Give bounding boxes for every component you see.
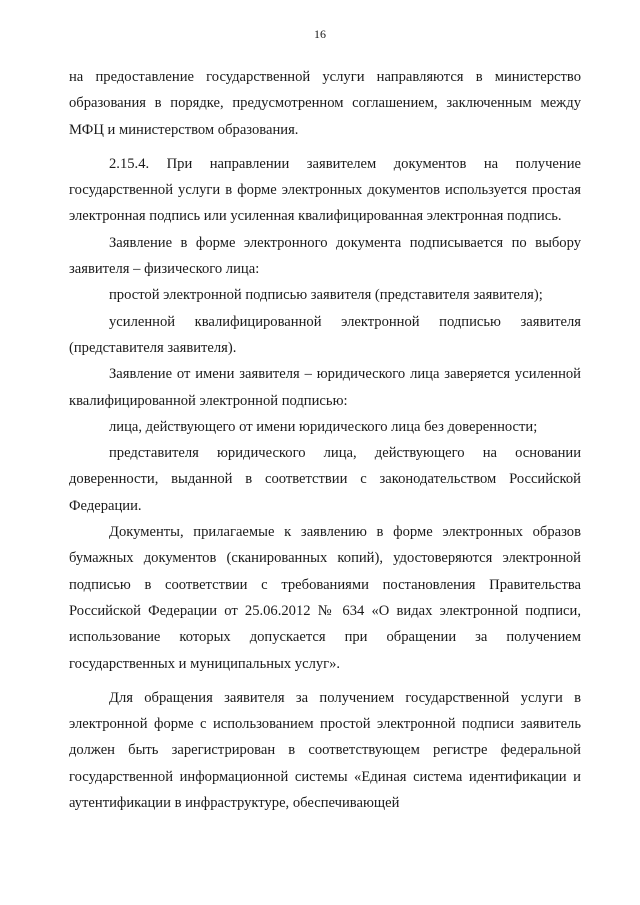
paragraph: усиленной квалифицированной электронной подписью заявителя (представителя заявителя). bbox=[69, 313, 581, 356]
paragraph: представителя юридического лица, действующего на основании доверенности, выданной в соответствии с законодательством Российской Федерации. bbox=[69, 445, 581, 514]
paragraph: на предоставление государственной услуги направляются в министерство образования в порядке, предусмотренном соглашением, заключенным между МФЦ и министерством образования. bbox=[69, 69, 581, 138]
paragraph: Для обращения заявителя за получением государственной услуги в электронной форме с использованием простой электронной подписи заявитель должен быть зарегистрирован в соответствующем регистре федеральной государственной информационной системы «Единая система идентификации и аутентификации в инфраструктуре, обеспечивающей bbox=[69, 689, 581, 812]
paragraph: лица, действующего от имени юридического лица без доверенности; bbox=[109, 418, 538, 435]
page-number: 16 bbox=[314, 27, 326, 41]
paragraph: Заявление от имени заявителя – юридического лица заверяется усиленной квалифицированной электронной подписью: bbox=[69, 366, 581, 409]
paragraph: Заявление в форме электронного документа подписывается по выбору заявителя – физического лица: bbox=[69, 234, 581, 278]
paragraph: Документы, прилагаемые к заявлению в форме электронных образов бумажных документов (сканированных копий), удостоверяются электронной подписью в соответствии с требованиями постановления Правительства Российской Федерации от 25.06.2012 № 634 «О видах электронной подписи, использование которых допускается при обращении за получением государственных и муниципальных услуг». bbox=[69, 524, 581, 672]
paragraph: 2.15.4. При направлении заявителем документов на получение государственной услуги в форме электронных документов используется простая электронная подпись или усиленная квалифицированная электронная подпись. bbox=[69, 155, 581, 225]
paragraph: простой электронной подписью заявителя (представителя заявителя); bbox=[109, 287, 543, 304]
document-body bbox=[69, 64, 581, 816]
